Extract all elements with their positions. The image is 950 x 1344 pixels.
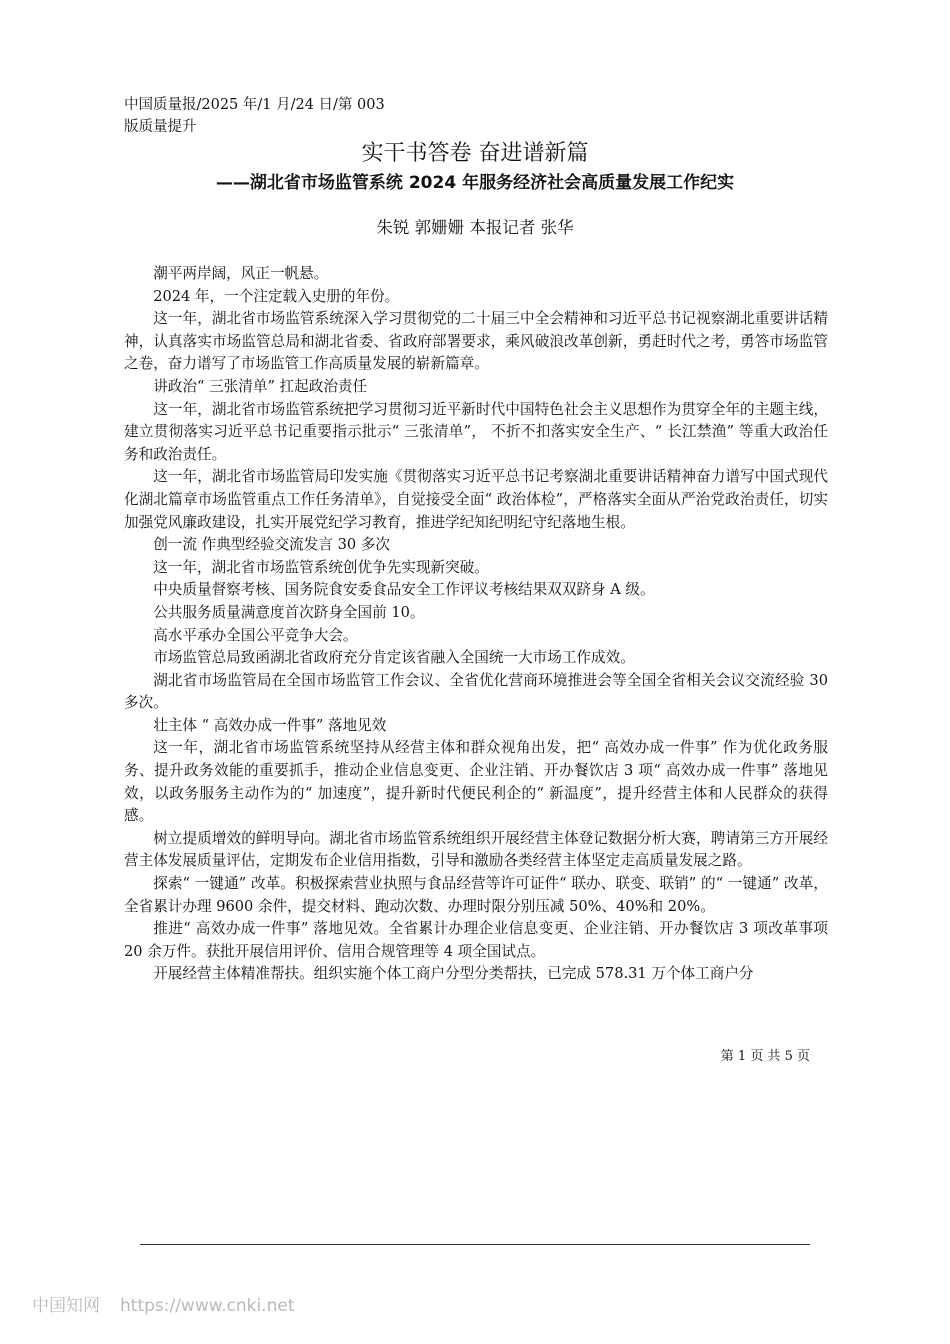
section-heading: 壮主体 “ 高效办成一件事” 落地见效: [153, 716, 387, 734]
paragraph: 潮平两岸阔，风正一帆悬。: [153, 265, 329, 282]
section-heading: 讲政治“ 三张清单” 扛起政治责任: [153, 377, 368, 395]
source-line-1: 中国质量报/2025 年/1 月/24 日/第 003: [124, 97, 385, 113]
paragraph: 这一年，湖北省市场监管系统创优争先实现新突破。: [153, 558, 489, 576]
cnki-logo-text: 中国知网: [32, 1296, 100, 1316]
paragraph: 这一年，湖北省市场监管系统坚持从经营主体和群众视角出发，把“ 高效办成一件事” 作为优化政务服务、提升政务效能的重要抓手，推动企业信息变更、企业注销、开办餐饮店 3 项“ 高效办成一件事” 落地见效，以政务服务主动作为的“ 加速度”，提升新时代便民利企的“ 新温度”，提升经营主体和人民群众的获得感。: [124, 739, 828, 825]
cnki-url: https://www.cnki.net: [120, 1296, 295, 1316]
paragraph: 高水平承办全国公平竞争大会。: [153, 626, 358, 644]
article-subtitle: ——湖北省市场监管系统 2024 年服务经济社会高质量发展工作纪实: [215, 173, 735, 193]
paragraph: 开展经营主体精准帮扶。组织实施个体工商户分型分类帮扶，已完成 578.31 万个体工商户分: [153, 965, 754, 983]
article-authors: 朱锐 郭姗姗 本报记者 张华: [376, 218, 574, 237]
page-number: 第 1 页 共 5 页: [720, 1049, 810, 1064]
article-body: [124, 263, 828, 986]
source-line-2: 版质量提升: [124, 119, 197, 135]
source-citation: [124, 94, 424, 138]
paragraph: 推进“ 高效办成一件事” 落地见效。全省累计办理企业信息变更、企业注销、开办餐饮店 3 项改革事项 20 余万件。获批开展信用评价、信用合规管理等 4 项全国试点。: [124, 920, 828, 960]
footer-divider: [140, 1244, 810, 1245]
paragraph: 2024 年，一个注定载入史册的年份。: [153, 287, 400, 305]
paragraph: 公共服务质量满意度首次跻身全国前 10。: [153, 603, 425, 621]
article-title: 实干书答卷 奋进谱新篇: [361, 141, 589, 166]
paragraph: 这一年，湖北省市场监管系统深入学习贯彻党的二十届三中全会精神和习近平总书记视察湖北重要讲话精神，认真落实市场监管总局和湖北省委、省政府部署要求，乘风破浪改革创新，勇赶时代之考，勇答市场监管之卷，奋力谱写了市场监管工作高质量发展的崭新篇章。: [124, 310, 828, 373]
paragraph: 中央质量督察考核、国务院食安委食品安全工作评议考核结果双双跻身 A 级。: [153, 581, 655, 599]
paragraph: 这一年，湖北省市场监管系统把学习贯彻习近平新时代中国特色社会主义思想作为贯穿全年的主题主线， 建立贯彻落实习近平总书记重要指示批示“ 三张清单”， 不折不扣落实安全生产、“ 长江禁渔” 等重大政治任务和政治责任。: [124, 400, 828, 463]
paragraph: 市场监管总局致函湖北省政府充分肯定该省融入全国统一大市场工作成效。: [153, 649, 635, 667]
paragraph: 树立提质增效的鲜明导向。湖北省市场监管系统组织开展经营主体登记数据分析大赛，聘请第三方开展经营主体发展质量评估，定期发布企业信用指数，引导和激励各类经营主体坚定走高质量发展之路。: [124, 829, 828, 870]
paragraph: 探索“ 一键通” 改革。积极探索营业执照与食品经营等许可证件“ 联办、联变、联销” 的“ 一键通” 改革，全省累计办理 9600 余件，提交材料、跑动次数、办理时限分别压减 50%、40%和 20%。: [124, 875, 828, 915]
paragraph: 湖北省市场监管局在全国市场监管工作会议、全省优化营商环境推进会等全国全省相关会议交流经验 30 多次。: [124, 671, 828, 712]
cnki-watermark: [32, 1294, 332, 1318]
paragraph: 这一年，湖北省市场监管局印发实施《贯彻落实习近平总书记考察湖北重要讲话精神奋力谱写中国式现代化湖北篇章市场监管重点工作任务清单》，自觉接受全面“ 政治体检”，严格落实全面从严治党政治责任，切实加强党风廉政建设，扎实开展党纪学习教育，推进学纪知纪明纪守纪落地生根。: [124, 468, 828, 531]
section-heading: 创一流 作典型经验交流发言 30 多次: [153, 536, 390, 554]
